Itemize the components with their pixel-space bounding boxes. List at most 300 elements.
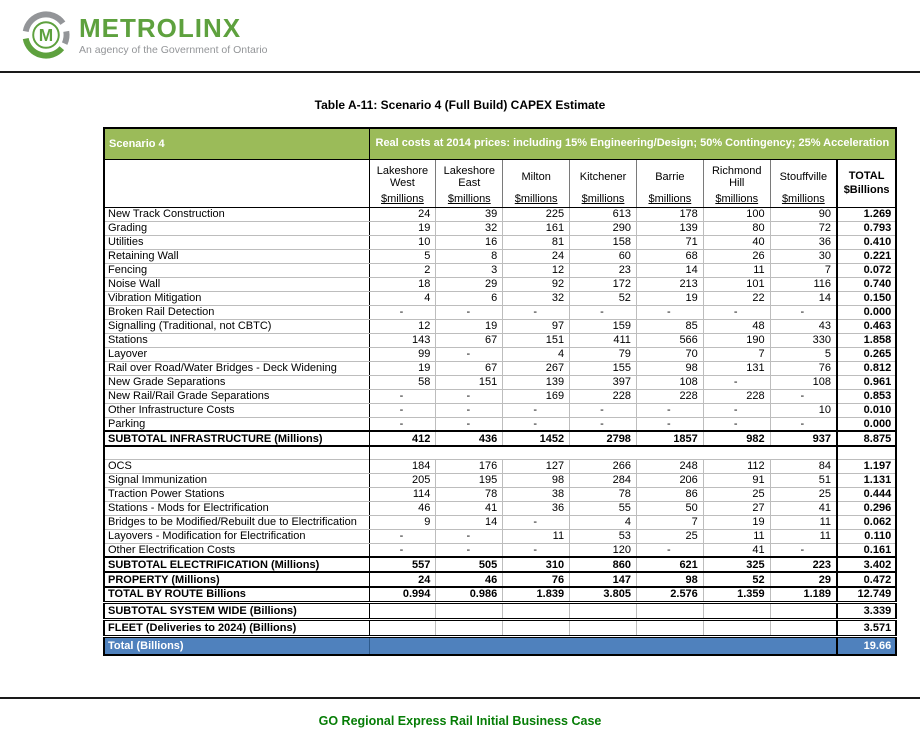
cell-value: - bbox=[770, 543, 837, 557]
cell-value: - bbox=[436, 417, 503, 431]
cell-total: 0.296 bbox=[837, 501, 896, 515]
cell-value: 98 bbox=[503, 473, 570, 487]
cell-value bbox=[503, 636, 570, 655]
table-row bbox=[104, 403, 896, 417]
cell-value: 11 bbox=[770, 529, 837, 543]
cell-value: 16 bbox=[436, 235, 503, 249]
cell-value: 5 bbox=[369, 249, 436, 263]
cell-total: 1.858 bbox=[837, 333, 896, 347]
cell-value bbox=[369, 619, 436, 636]
cell-value: - bbox=[436, 403, 503, 417]
cell-value: 51 bbox=[770, 473, 837, 487]
cell-value: - bbox=[503, 543, 570, 557]
cell-total: 0.072 bbox=[837, 263, 896, 277]
cell-value: 46 bbox=[436, 572, 503, 587]
cell-value: 85 bbox=[636, 319, 703, 333]
cell-total: 19.66 bbox=[837, 636, 896, 655]
cell-value: 46 bbox=[369, 501, 436, 515]
cell-value bbox=[436, 602, 503, 619]
cell-value: - bbox=[436, 543, 503, 557]
cell-total: 0.740 bbox=[837, 277, 896, 291]
cell-value: - bbox=[570, 403, 637, 417]
cell-value: - bbox=[369, 417, 436, 431]
cell-value: 2 bbox=[369, 263, 436, 277]
column-header-barrie: Barrie $millions bbox=[636, 159, 703, 207]
table-row bbox=[104, 487, 896, 501]
cell-value: 99 bbox=[369, 347, 436, 361]
cell-value: - bbox=[503, 515, 570, 529]
cell-value: 18 bbox=[369, 277, 436, 291]
row-label-column-header bbox=[104, 159, 369, 207]
row-label: Traction Power Stations bbox=[104, 487, 369, 501]
cell-value: 98 bbox=[636, 572, 703, 587]
column-header-lakeshore-east: Lakeshore East $millions bbox=[436, 159, 503, 207]
cell-value: 7 bbox=[703, 347, 770, 361]
cell-value: 147 bbox=[570, 572, 637, 587]
cell-value: 50 bbox=[636, 501, 703, 515]
cell-value: - bbox=[770, 305, 837, 319]
cell-value: 41 bbox=[703, 543, 770, 557]
cell-value: 310 bbox=[503, 557, 570, 572]
row-label: Utilities bbox=[104, 235, 369, 249]
cell-value: 184 bbox=[369, 459, 436, 473]
table-row bbox=[104, 235, 896, 249]
cell-value: 58 bbox=[369, 375, 436, 389]
cell-total: 1.269 bbox=[837, 207, 896, 221]
cell-value: 8 bbox=[436, 249, 503, 263]
cell-value: - bbox=[436, 347, 503, 361]
cell-value: 4 bbox=[570, 515, 637, 529]
cell-value: 29 bbox=[436, 277, 503, 291]
table-row bbox=[104, 636, 896, 655]
cell-value: 90 bbox=[770, 207, 837, 221]
row-label: Grading bbox=[104, 221, 369, 235]
cell-value: 25 bbox=[770, 487, 837, 501]
cell-total: 0.150 bbox=[837, 291, 896, 305]
cell-value: 158 bbox=[570, 235, 637, 249]
cell-value: 7 bbox=[770, 263, 837, 277]
cell-value: 169 bbox=[503, 389, 570, 403]
cell-value: 41 bbox=[436, 501, 503, 515]
cell-value bbox=[703, 619, 770, 636]
table-row bbox=[104, 347, 896, 361]
cell-value: 190 bbox=[703, 333, 770, 347]
cell-value: 159 bbox=[570, 319, 637, 333]
cell-value: - bbox=[770, 389, 837, 403]
cell-value: 151 bbox=[503, 333, 570, 347]
cell-value: 225 bbox=[503, 207, 570, 221]
cell-value: - bbox=[703, 417, 770, 431]
cell-value: 19 bbox=[436, 319, 503, 333]
cell-total: 0.961 bbox=[837, 375, 896, 389]
cell-value: 566 bbox=[636, 333, 703, 347]
cell-value bbox=[636, 602, 703, 619]
cell-value: - bbox=[369, 403, 436, 417]
cell-value: 67 bbox=[436, 361, 503, 375]
cell-value: 19 bbox=[703, 515, 770, 529]
cell-value: 91 bbox=[703, 473, 770, 487]
cell-value: 14 bbox=[636, 263, 703, 277]
cell-value bbox=[436, 619, 503, 636]
cell-value: 213 bbox=[636, 277, 703, 291]
cell-value: 937 bbox=[770, 431, 837, 446]
cell-value: 100 bbox=[703, 207, 770, 221]
cell-total: 3.402 bbox=[837, 557, 896, 572]
cell-value: 195 bbox=[436, 473, 503, 487]
cell-value: 3 bbox=[436, 263, 503, 277]
cell-value: 143 bbox=[369, 333, 436, 347]
cell-total: 8.875 bbox=[837, 431, 896, 446]
cell-value: 48 bbox=[703, 319, 770, 333]
cell-value: - bbox=[570, 417, 637, 431]
cell-value: 98 bbox=[636, 361, 703, 375]
cost-basis-note: Real costs at 2014 prices: including 15% Engineering/Design; 50% Contingency; 25% Acceleration bbox=[369, 128, 896, 159]
cell-value: - bbox=[436, 305, 503, 319]
cell-value: 24 bbox=[369, 207, 436, 221]
cell-value: 120 bbox=[570, 543, 637, 557]
row-label: Signalling (Traditional, not CBTC) bbox=[104, 319, 369, 333]
column-header-milton: Milton $millions bbox=[503, 159, 570, 207]
cell-total: 0.110 bbox=[837, 529, 896, 543]
cell-value: 5 bbox=[770, 347, 837, 361]
cell-value: 860 bbox=[570, 557, 637, 572]
cell-value: 79 bbox=[570, 347, 637, 361]
cell-value: 290 bbox=[570, 221, 637, 235]
cell-value: 127 bbox=[503, 459, 570, 473]
spacer-row bbox=[104, 446, 896, 459]
cell-total: 12.749 bbox=[837, 587, 896, 602]
table-row bbox=[104, 361, 896, 375]
cell-value: 14 bbox=[770, 291, 837, 305]
row-label: Total (Billions) bbox=[104, 636, 369, 655]
cell-value: 12 bbox=[369, 319, 436, 333]
cell-value: 172 bbox=[570, 277, 637, 291]
cell-value: 97 bbox=[503, 319, 570, 333]
row-label: Layovers - Modification for Electrification bbox=[104, 529, 369, 543]
cell-value: 38 bbox=[503, 487, 570, 501]
table-row bbox=[104, 333, 896, 347]
cell-total: 0.444 bbox=[837, 487, 896, 501]
cell-value bbox=[503, 602, 570, 619]
cell-value bbox=[703, 636, 770, 655]
cell-value: 71 bbox=[636, 235, 703, 249]
row-label: PROPERTY (Millions) bbox=[104, 572, 369, 587]
cell-total: 1.197 bbox=[837, 459, 896, 473]
table-row bbox=[104, 543, 896, 557]
table-row bbox=[104, 619, 896, 636]
cell-value bbox=[770, 636, 837, 655]
cell-value: 1857 bbox=[636, 431, 703, 446]
cell-value: - bbox=[436, 529, 503, 543]
cell-value bbox=[436, 636, 503, 655]
cell-value: 139 bbox=[636, 221, 703, 235]
table-row bbox=[104, 389, 896, 403]
cell-value: - bbox=[369, 529, 436, 543]
cell-value: 78 bbox=[436, 487, 503, 501]
cell-value bbox=[770, 602, 837, 619]
table-row bbox=[104, 459, 896, 473]
total-column-unit: $Billions bbox=[843, 184, 890, 196]
table-row bbox=[104, 221, 896, 235]
cell-value bbox=[636, 636, 703, 655]
cell-value: - bbox=[503, 305, 570, 319]
cell-value: 19 bbox=[636, 291, 703, 305]
cell-value: 23 bbox=[570, 263, 637, 277]
cell-value: - bbox=[636, 403, 703, 417]
cell-value: 9 bbox=[369, 515, 436, 529]
cell-value: 267 bbox=[503, 361, 570, 375]
cell-value: 206 bbox=[636, 473, 703, 487]
cell-value bbox=[369, 446, 436, 459]
row-label: Stations bbox=[104, 333, 369, 347]
cell-value: 14 bbox=[436, 515, 503, 529]
table-row bbox=[104, 515, 896, 529]
cell-value: 108 bbox=[770, 375, 837, 389]
cell-value: 114 bbox=[369, 487, 436, 501]
cell-value: 178 bbox=[636, 207, 703, 221]
column-header-richmond-hill: Richmond Hill $millions bbox=[703, 159, 770, 207]
cell-value: 1452 bbox=[503, 431, 570, 446]
row-label bbox=[104, 446, 369, 459]
total-column-label: TOTAL bbox=[848, 170, 885, 182]
cell-value: 25 bbox=[636, 529, 703, 543]
cell-value: 29 bbox=[770, 572, 837, 587]
table-row bbox=[104, 572, 896, 587]
cell-value: 80 bbox=[703, 221, 770, 235]
cell-value: 0.994 bbox=[369, 587, 436, 602]
page-header bbox=[20, 9, 268, 61]
cell-value: 1.359 bbox=[703, 587, 770, 602]
cell-value: 411 bbox=[570, 333, 637, 347]
table-title: Table A-11: Scenario 4 (Full Build) CAPEX Estimate bbox=[314, 98, 606, 112]
cell-value: 30 bbox=[770, 249, 837, 263]
cell-value: 41 bbox=[770, 501, 837, 515]
table-row bbox=[104, 587, 896, 602]
row-label: Layover bbox=[104, 347, 369, 361]
row-label: Stations - Mods for Electrification bbox=[104, 501, 369, 515]
cell-value: 36 bbox=[503, 501, 570, 515]
cell-total: 0.265 bbox=[837, 347, 896, 361]
cell-value: 436 bbox=[436, 431, 503, 446]
row-label: Noise Wall bbox=[104, 277, 369, 291]
cell-value: 24 bbox=[369, 572, 436, 587]
cell-total: 0.472 bbox=[837, 572, 896, 587]
column-header-stouffville: Stouffville $millions bbox=[770, 159, 837, 207]
cell-total: 1.131 bbox=[837, 473, 896, 487]
cell-value bbox=[636, 619, 703, 636]
cell-value: 101 bbox=[703, 277, 770, 291]
capex-table bbox=[103, 127, 897, 656]
cell-value: - bbox=[369, 389, 436, 403]
cell-value: 55 bbox=[570, 501, 637, 515]
cell-value: 3.805 bbox=[570, 587, 637, 602]
cell-total: 0.221 bbox=[837, 249, 896, 263]
cell-value: - bbox=[703, 375, 770, 389]
cell-value: 84 bbox=[770, 459, 837, 473]
cell-value: 108 bbox=[636, 375, 703, 389]
cell-total: 0.793 bbox=[837, 221, 896, 235]
table-row bbox=[104, 557, 896, 572]
cell-value: - bbox=[770, 417, 837, 431]
cell-value: - bbox=[436, 389, 503, 403]
table-row bbox=[104, 305, 896, 319]
cell-value: 284 bbox=[570, 473, 637, 487]
cell-value: - bbox=[503, 417, 570, 431]
cell-value bbox=[570, 446, 637, 459]
cell-value: 1.839 bbox=[503, 587, 570, 602]
cell-value bbox=[570, 619, 637, 636]
cell-value bbox=[636, 446, 703, 459]
cell-value: 613 bbox=[570, 207, 637, 221]
column-header-kitchener: Kitchener $millions bbox=[570, 159, 637, 207]
cell-value: - bbox=[703, 403, 770, 417]
cell-value: 0.986 bbox=[436, 587, 503, 602]
cell-value: 25 bbox=[703, 487, 770, 501]
cell-value bbox=[503, 619, 570, 636]
cell-total: 0.161 bbox=[837, 543, 896, 557]
row-label: New Grade Separations bbox=[104, 375, 369, 389]
cell-value: 330 bbox=[770, 333, 837, 347]
row-label: Broken Rail Detection bbox=[104, 305, 369, 319]
cell-value: 151 bbox=[436, 375, 503, 389]
cell-value: - bbox=[503, 403, 570, 417]
cell-value: 78 bbox=[570, 487, 637, 501]
row-label: Parking bbox=[104, 417, 369, 431]
cell-value: 11 bbox=[503, 529, 570, 543]
cell-value bbox=[369, 636, 436, 655]
cell-value bbox=[436, 446, 503, 459]
cell-value: 266 bbox=[570, 459, 637, 473]
cell-value: 155 bbox=[570, 361, 637, 375]
table-row bbox=[104, 277, 896, 291]
cell-total bbox=[837, 446, 896, 459]
row-label: SUBTOTAL SYSTEM WIDE (Billions) bbox=[104, 602, 369, 619]
table-row bbox=[104, 375, 896, 389]
cell-value: 40 bbox=[703, 235, 770, 249]
cell-value: 67 bbox=[436, 333, 503, 347]
cell-value: 60 bbox=[570, 249, 637, 263]
cell-value: 12 bbox=[503, 263, 570, 277]
cell-value: - bbox=[636, 543, 703, 557]
cell-value: 22 bbox=[703, 291, 770, 305]
table-row bbox=[104, 319, 896, 333]
cell-value: 248 bbox=[636, 459, 703, 473]
cell-total: 3.339 bbox=[837, 602, 896, 619]
cell-value: 116 bbox=[770, 277, 837, 291]
table-row bbox=[104, 249, 896, 263]
cell-total: 0.812 bbox=[837, 361, 896, 375]
scenario-header-row bbox=[104, 128, 896, 159]
cell-total: 0.853 bbox=[837, 389, 896, 403]
table-row bbox=[104, 529, 896, 543]
cell-value: 11 bbox=[770, 515, 837, 529]
cell-value: 19 bbox=[369, 361, 436, 375]
cell-total: 0.062 bbox=[837, 515, 896, 529]
cell-value bbox=[703, 602, 770, 619]
table-row bbox=[104, 602, 896, 619]
cell-value: 32 bbox=[503, 291, 570, 305]
cell-value: 43 bbox=[770, 319, 837, 333]
cell-value: 397 bbox=[570, 375, 637, 389]
cell-value: 412 bbox=[369, 431, 436, 446]
cell-value: 19 bbox=[369, 221, 436, 235]
cell-value bbox=[770, 619, 837, 636]
cell-value: - bbox=[369, 543, 436, 557]
cell-value: 39 bbox=[436, 207, 503, 221]
metrolinx-compass-m-icon bbox=[20, 9, 72, 61]
row-label: TOTAL BY ROUTE Billions bbox=[104, 587, 369, 602]
cell-value: 86 bbox=[636, 487, 703, 501]
cell-value: 228 bbox=[636, 389, 703, 403]
cell-value: 10 bbox=[369, 235, 436, 249]
logo-text bbox=[79, 12, 268, 56]
cell-value: 621 bbox=[636, 557, 703, 572]
cell-value: 982 bbox=[703, 431, 770, 446]
cell-value: 52 bbox=[570, 291, 637, 305]
footer-divider bbox=[0, 697, 920, 699]
cell-value bbox=[369, 602, 436, 619]
row-label: Bridges to be Modified/Rebuilt due to Electrification bbox=[104, 515, 369, 529]
row-label: Other Electrification Costs bbox=[104, 543, 369, 557]
cell-value: 228 bbox=[570, 389, 637, 403]
cell-value: 11 bbox=[703, 529, 770, 543]
row-label: Rail over Road/Water Bridges - Deck Widening bbox=[104, 361, 369, 375]
cell-value: 27 bbox=[703, 501, 770, 515]
row-label: New Track Construction bbox=[104, 207, 369, 221]
row-label: OCS bbox=[104, 459, 369, 473]
cell-value: 7 bbox=[636, 515, 703, 529]
cell-value: 223 bbox=[770, 557, 837, 572]
cell-value: 76 bbox=[503, 572, 570, 587]
table-row bbox=[104, 417, 896, 431]
cell-value: 228 bbox=[703, 389, 770, 403]
total-column-header bbox=[837, 159, 896, 207]
cell-value: 6 bbox=[436, 291, 503, 305]
cell-value: 112 bbox=[703, 459, 770, 473]
table-row bbox=[104, 263, 896, 277]
cell-value bbox=[570, 602, 637, 619]
cell-value: - bbox=[636, 305, 703, 319]
svg-text:M: M bbox=[38, 24, 54, 45]
cell-value: 161 bbox=[503, 221, 570, 235]
cell-total: 3.571 bbox=[837, 619, 896, 636]
cell-value: 131 bbox=[703, 361, 770, 375]
cell-total: 0.463 bbox=[837, 319, 896, 333]
cell-value: 52 bbox=[703, 572, 770, 587]
cell-value: 2.576 bbox=[636, 587, 703, 602]
cell-value: 10 bbox=[770, 403, 837, 417]
row-label: Retaining Wall bbox=[104, 249, 369, 263]
cell-value: 557 bbox=[369, 557, 436, 572]
cell-value: 53 bbox=[570, 529, 637, 543]
cell-value: 72 bbox=[770, 221, 837, 235]
cell-value: 139 bbox=[503, 375, 570, 389]
table-row bbox=[104, 431, 896, 446]
table-row bbox=[104, 473, 896, 487]
cell-value: 32 bbox=[436, 221, 503, 235]
table-row bbox=[104, 291, 896, 305]
brand-wordmark: METROLINX bbox=[79, 12, 242, 43]
cell-value: - bbox=[570, 305, 637, 319]
brand-tagline: An agency of the Government of Ontario bbox=[79, 43, 268, 56]
cell-total: 0.410 bbox=[837, 235, 896, 249]
cell-value: 24 bbox=[503, 249, 570, 263]
cell-value: 205 bbox=[369, 473, 436, 487]
row-label: Vibration Mitigation bbox=[104, 291, 369, 305]
cell-value: 1.189 bbox=[770, 587, 837, 602]
cell-value bbox=[770, 446, 837, 459]
cell-value: 92 bbox=[503, 277, 570, 291]
